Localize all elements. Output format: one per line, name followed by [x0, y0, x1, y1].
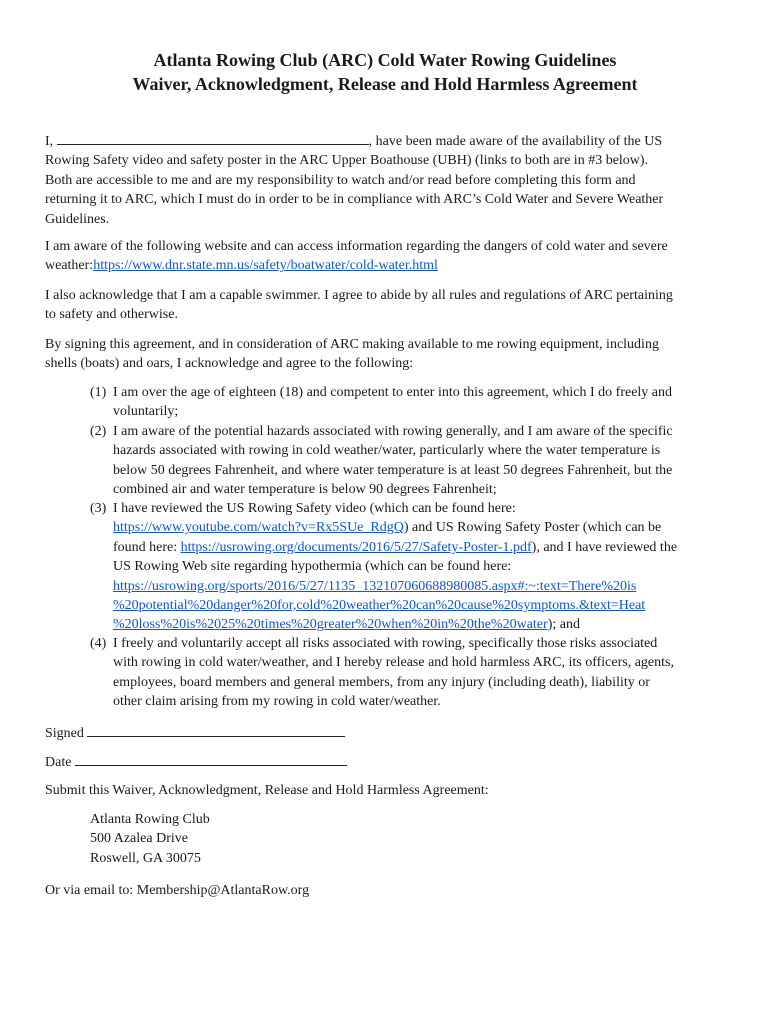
cold-water-link[interactable]: https://www.dnr.state.mn.us/safety/boatwater/cold-water.html — [93, 258, 438, 274]
item1-line1: I am over the age of eighteen (18) and competent to enter into this agreement, which I do freely and — [113, 385, 673, 400]
item4-line4: other claim arising from my rowing in cold water/weather. — [113, 694, 441, 710]
document-title-line1: Atlanta Rowing Club (ARC) Cold Water Rowing Guidelines — [153, 50, 617, 70]
intro-line3: Both are accessible to me and are my responsibility to watch and/or read before completing this form and — [45, 172, 636, 188]
address-line2: 500 Azalea Drive — [90, 831, 188, 847]
address-line1: Atlanta Rowing Club — [90, 812, 210, 827]
signed-row — [45, 722, 345, 743]
list-number: (4) — [90, 636, 107, 651]
document-title-line2: Waiver, Acknowledgment, Release and Hold Harmless Agreement — [132, 74, 638, 94]
website-prefix: weather: — [45, 258, 94, 274]
item3-after-poster: ), and I have reviewed the — [531, 539, 678, 555]
name-blank-field[interactable] — [57, 130, 369, 145]
item3-web-line2 — [113, 596, 723, 615]
item3-web-line3 — [113, 615, 723, 634]
item4-line2: with rowing in cold water/weather, and I hereby release and hold harmless ARC, its officers, agents, — [113, 655, 674, 671]
signing-paragraph — [45, 335, 730, 374]
date-label: Date — [45, 755, 72, 770]
list-number: (1) — [90, 385, 107, 400]
item3-found-here: found here: — [113, 539, 181, 555]
list-number: (2) — [90, 424, 107, 439]
intro-line1 — [45, 130, 730, 151]
item1-line2: voluntarily; — [113, 404, 179, 420]
item2-line2: hazards associated with rowing in cold weather/water, particularly where the water temperature is — [113, 443, 661, 459]
safety-poster-link[interactable]: https://usrowing.org/documents/2016/5/27/Safety-Poster-1.pdf — [180, 539, 532, 555]
signing-line1: By signing this agreement, and in consideration of ARC making available to me rowing equipment, including — [45, 337, 659, 352]
list-number: (3) — [90, 501, 107, 516]
item2-line3: below 50 degrees Fahrenheit, and where water temperature is at least 50 degrees Fahrenheit, but the — [113, 462, 673, 478]
hypothermia-link-part2[interactable]: %20potential%20danger%20for,cold%20weather%20can%20cause%20symptoms.&text=Heat — [113, 598, 646, 614]
item4-line3: employees, board members and general members, from any injury (including death), liability or — [113, 674, 650, 690]
swimmer-paragraph — [45, 286, 730, 325]
intro-paragraph — [45, 130, 730, 229]
item3-line1: I have reviewed the US Rowing Safety video (which can be found here: — [113, 501, 516, 516]
mailing-address — [90, 810, 490, 868]
item2-line1: I am aware of the potential hazards associated with rowing generally, and I am aware of the specific — [113, 424, 673, 439]
signing-line2: shells (boats) and oars, I acknowledge and agree to the following: — [45, 356, 414, 372]
website-line1: I am aware of the following website and can access information regarding the dangers of cold water and severe — [45, 239, 668, 254]
hypothermia-link-part1[interactable]: https://usrowing.org/sports/2016/5/27/1135_132107060688980085.aspx#:~:text=There%20is — [113, 578, 637, 594]
item3-line2 — [113, 518, 723, 537]
item3-line3 — [113, 538, 723, 557]
swimmer-line1: I also acknowledge that I am a capable swimmer. I agree to abide by all rules and regulations of ARC pertaining — [45, 288, 673, 303]
website-paragraph — [45, 237, 730, 276]
intro-line1-rest: , have been made aware of the availability of the US — [368, 134, 663, 149]
item3-web-line1 — [113, 577, 723, 596]
item3-line4: US Rowing Web site regarding hypothermia (which can be found here: — [113, 559, 512, 575]
hypothermia-link-part3[interactable]: %20loss%20is%2025%20times%20greater%20when%20in%20the%20water — [113, 617, 548, 633]
website-line2 — [45, 256, 730, 275]
item3-after-web: ); and — [547, 617, 580, 633]
submit-instructions: Submit this Waiver, Acknowledgment, Release and Hold Harmless Agreement: — [45, 783, 489, 798]
safety-video-link[interactable]: https://www.youtube.com/watch?v=Rx5SUe_RdgQ — [113, 520, 404, 536]
signature-field[interactable] — [87, 722, 345, 737]
item3-after-video: ) and US Rowing Safety Poster (which can be — [403, 520, 662, 536]
item4-line1: I freely and voluntarily accept all risks associated with rowing, specifically those risks associated — [113, 636, 658, 651]
address-line3: Roswell, GA 30075 — [90, 850, 201, 866]
date-row — [45, 751, 347, 772]
intro-prefix: I, — [45, 134, 54, 149]
item2-line4: combined air and water temperature is below 90 degrees Fahrenheit; — [113, 482, 497, 498]
intro-line5: Guidelines. — [45, 211, 110, 227]
email-instructions: Or via email to: Membership@AtlantaRow.org — [45, 883, 310, 898]
intro-line4: returning it to ARC, which I must do in order to be in compliance with ARC’s Cold Water and Severe Weather — [45, 192, 664, 208]
date-field[interactable] — [75, 751, 347, 766]
signed-label: Signed — [45, 726, 84, 741]
intro-line2: Rowing Safety video and safety poster in the ARC Upper Boathouse (UBH) (links to both are in #3 below). — [45, 153, 649, 169]
swimmer-line2: to safety and otherwise. — [45, 307, 178, 323]
